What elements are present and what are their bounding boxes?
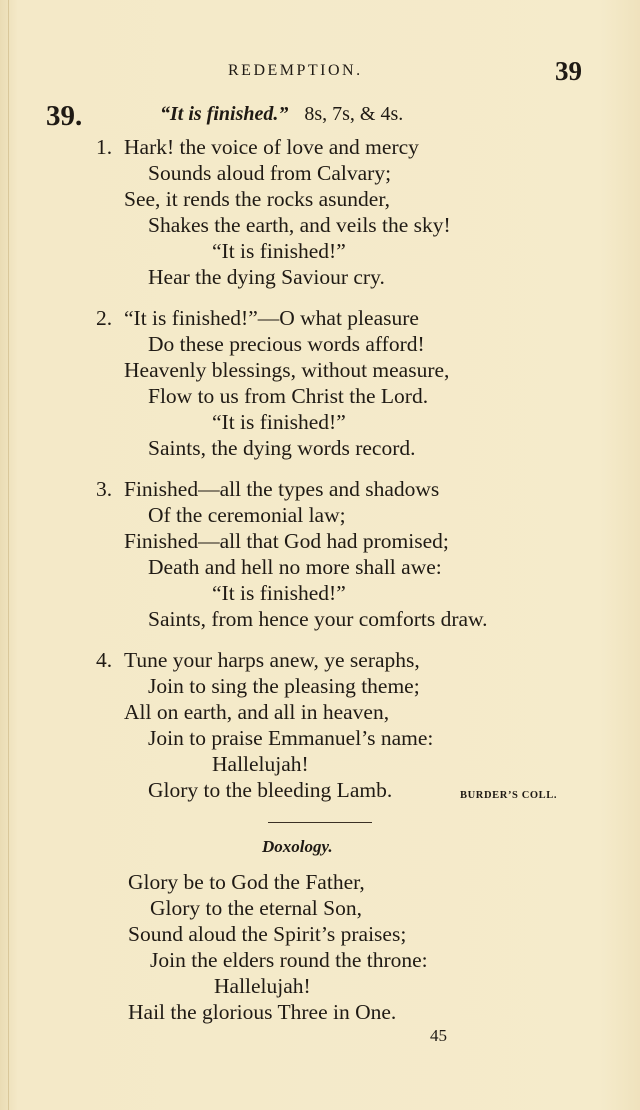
hymn-title: “It is finished.” xyxy=(160,103,289,125)
doxology-line: Hail the glorious Three in One. xyxy=(128,1000,397,1024)
verse-line: “It is finished!” xyxy=(212,581,346,605)
verse-line: Flow to us from Christ the Lord. xyxy=(148,384,429,408)
doxology-heading: Doxology. xyxy=(262,837,333,856)
doxology-line: Hallelujah! xyxy=(214,974,311,998)
verse-line: 3. Finished—all the types and shadows xyxy=(96,477,440,501)
doxology-line: Glory to the eternal Son, xyxy=(150,896,362,920)
verse-line: Heavenly blessings, without measure, xyxy=(124,358,450,382)
verse-line: Hear the dying Saviour cry. xyxy=(148,265,385,289)
verse-line: 1. Hark! the voice of love and mercy xyxy=(96,135,419,159)
verse-line: 2. “It is finished!”—O what pleasure xyxy=(96,306,419,330)
verse-line: Death and hell no more shall awe: xyxy=(148,555,442,579)
verse-line: Join to sing the pleasing theme; xyxy=(148,674,420,698)
verse-line: Of the ceremonial law; xyxy=(148,503,346,527)
page-edge xyxy=(8,0,9,1110)
verse-number: 1. xyxy=(96,135,113,159)
hymn-meter: 8s, 7s, & 4s. xyxy=(304,103,404,125)
doxology-line: Sound aloud the Spirit’s praises; xyxy=(128,922,407,946)
verse-line: All on earth, and all in heaven, xyxy=(124,700,390,724)
verse-line: Saints, the dying words record. xyxy=(148,436,416,460)
attribution: BURDER’S COLL. xyxy=(460,790,558,801)
verse-line: Join to praise Emmanuel’s name: xyxy=(148,726,434,750)
signature-number: 45 xyxy=(430,1026,447,1045)
verse-line: Shakes the earth, and veils the sky! xyxy=(148,213,451,237)
hymn-heading xyxy=(160,103,403,126)
verse-number: 3. xyxy=(96,477,113,501)
verse-line: Do these precious words afford! xyxy=(148,332,425,356)
verse-line: Glory to the bleeding Lamb. xyxy=(148,778,393,802)
doxology-line: Glory be to God the Father, xyxy=(128,870,365,894)
verse-number: 4. xyxy=(96,648,113,672)
verse-number: 2. xyxy=(96,306,113,330)
verse-line: Finished—all that God had promised; xyxy=(124,529,449,553)
verse-line: “It is finished!” xyxy=(212,410,346,434)
doxology-line: Join the elders round the throne: xyxy=(150,948,428,972)
verse-line: Sounds aloud from Calvary; xyxy=(148,161,392,185)
section-title: REDEMPTION. xyxy=(228,62,363,79)
verse-line: Saints, from hence your comforts draw. xyxy=(148,607,488,631)
verse-line: “It is finished!” xyxy=(212,239,346,263)
verse-line: Hallelujah! xyxy=(212,752,309,776)
verse-line: 4. Tune your harps anew, ye seraphs, xyxy=(96,648,420,672)
divider xyxy=(268,822,372,823)
page-number: 39 xyxy=(555,56,582,86)
hymn-number: 39. xyxy=(46,100,83,132)
verse-line: See, it rends the rocks asunder, xyxy=(124,187,391,211)
